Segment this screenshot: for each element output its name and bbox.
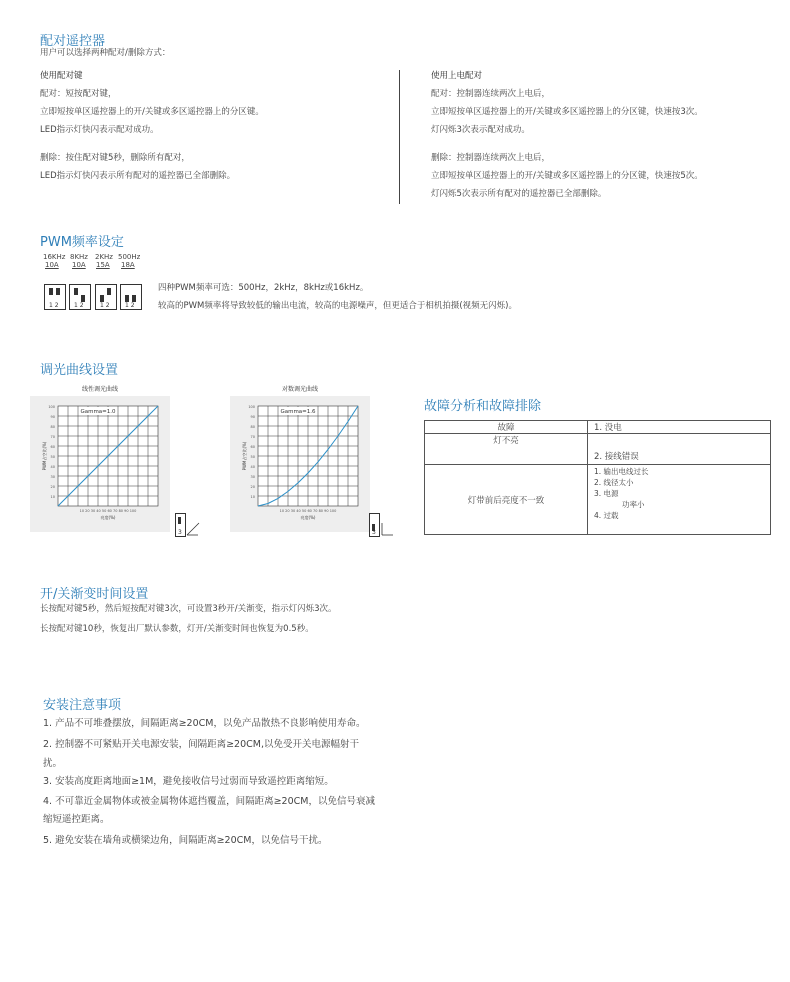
chart-title: 线性调光曲线 (81, 386, 119, 393)
linear-dimming-chart (30, 382, 170, 532)
pwm-desc-1: 四种PWM频率可选：500Hz，2kHz，8kHz或16kHz。 (158, 283, 369, 293)
pwm-desc-2: 较高的PWM频率将导致较低的输出电流，较高的电源噪声，但更适合于相机拍摄(视频无闪烁)。 (158, 301, 518, 311)
fault-header-cell: 故障 (425, 421, 588, 434)
dip-switch-linear: 3 (175, 513, 186, 537)
fade-title: 开/关渐变时间设置 (40, 587, 149, 602)
fault-row-1-item-2: 2. 接线错误 (588, 434, 771, 465)
table-row (425, 434, 771, 465)
fault-title: 故障分析和故障排除 (424, 399, 542, 414)
y-tick-label: 50 (50, 455, 55, 459)
gamma-annotation: Gamma=1.0 (80, 409, 116, 415)
install-line-4: 3. 安装高度距离地面≥1M，避免接收信号过弱而导致遥控距离缩短。 (43, 776, 334, 787)
y-tick-label: 20 (250, 485, 255, 489)
y-tick-label: 10 (50, 495, 55, 499)
pwm-current-2: 10A (72, 261, 86, 269)
pair-key-line-2: 立即短按单区遥控器上的开/关键或多区遥控器上的分区键。 (40, 107, 264, 117)
y-axis-label: PWM占空比(%) (242, 441, 247, 471)
y-tick-label: 20 (50, 485, 55, 489)
x-tick-labels: 10 20 30 40 50 60 70 80 90 100 (279, 509, 337, 513)
pwm-freq-4: 500Hz (118, 253, 141, 261)
power-pair-delete-1: 删除：控制器连续两次上电后， (431, 153, 551, 163)
y-tick-label: 60 (250, 445, 255, 449)
chart-title: 对数调光曲线 (281, 386, 319, 393)
dip-switch-8khz: 1 2 (69, 284, 91, 310)
x-tick-labels: 10 20 30 40 50 60 70 80 90 100 (79, 509, 137, 513)
y-tick-label: 50 (250, 455, 255, 459)
pwm-current-4: 18A (121, 261, 135, 269)
y-tick-label: 90 (50, 415, 55, 419)
power-pair-line-1: 配对：控制器连续两次上电后， (431, 89, 551, 99)
gamma-annotation: Gamma=1.6 (280, 409, 316, 415)
pairing-subtitle: 用户可以选择两种配对/删除方式： (40, 48, 171, 58)
fade-line-2: 长按配对键10秒，恢复出厂默认参数，灯开/关渐变时间也恢复为0.5秒。 (40, 624, 314, 634)
y-tick-label: 30 (50, 475, 55, 479)
power-pair-line-3: 灯闪烁3次表示配对成功。 (431, 125, 530, 135)
pwm-freq-1: 16KHz (43, 253, 66, 261)
pair-key-delete-2: LED指示灯快闪表示所有配对的遥控器已全部删除。 (40, 171, 236, 181)
fault-table (424, 420, 771, 535)
section-divider (399, 70, 400, 204)
y-tick-label: 40 (50, 465, 55, 469)
power-pair-heading: 使用上电配对 (431, 71, 483, 81)
y-tick-label: 10 (250, 495, 255, 499)
install-line-7: 5. 避免安装在墙角或横梁边角，间隔距离≥20CM，以免信号干扰。 (43, 835, 328, 846)
y-tick-label: 100 (48, 405, 55, 409)
fault-table-header (425, 421, 771, 434)
pair-key-heading: 使用配对键 (40, 71, 83, 81)
y-tick-label: 30 (250, 475, 255, 479)
power-pair-delete-3: 灯闪烁5次表示所有配对的遥控器已全部删除。 (431, 189, 607, 199)
y-tick-label: 70 (50, 435, 55, 439)
x-axis-label: 亮度(%) (300, 515, 316, 520)
dip-switch-16khz: 1 2 (44, 284, 66, 310)
y-tick-label: 70 (250, 435, 255, 439)
y-tick-label: 80 (50, 425, 55, 429)
install-line-1: 1. 产品不可堆叠摆放，间隔距离≥20CM，以免产品散热不良影响使用寿命。 (43, 718, 366, 729)
y-tick-label: 40 (250, 465, 255, 469)
pwm-freq-3: 2KHz (95, 253, 113, 261)
corner-arrow-icon (380, 522, 394, 536)
fault-row-2-items: 1. 输出电线过长 2. 线径太小 3. 电源 功率小 4. 过载 (588, 465, 771, 535)
pwm-freq-2: 8KHz (70, 253, 88, 261)
install-line-6: 缩短遥控距离。 (43, 814, 110, 825)
diagonal-arrow-icon (186, 522, 200, 536)
pwm-title: PWM频率设定 (40, 235, 124, 250)
pair-key-line-1: 配对：短按配对键， (40, 89, 117, 99)
install-line-2: 2. 控制器不可紧贴开关电源安装，间隔距离≥20CM,以免受开关电源幅射干 (43, 739, 359, 750)
y-tick-label: 80 (250, 425, 255, 429)
install-line-3: 扰。 (43, 758, 63, 769)
y-tick-label: 100 (248, 405, 255, 409)
pair-key-line-3: LED指示灯快闪表示配对成功。 (40, 125, 159, 135)
pairing-title: 配对遥控器 (40, 34, 106, 49)
dip-switch-2khz: 1 2 (95, 284, 117, 310)
fault-row-2-name: 灯带前后亮度不一致 (425, 465, 588, 535)
log-dimming-chart (230, 382, 370, 532)
fault-row-1-item-1: 1. 没电 (588, 421, 771, 434)
pair-key-delete-1: 删除：按住配对键5秒，删除所有配对， (40, 153, 190, 163)
dip-switch-log: 3 (369, 513, 380, 537)
y-tick-label: 60 (50, 445, 55, 449)
y-tick-label: 90 (250, 415, 255, 419)
fault-row-1-name: 灯不亮 (425, 434, 588, 465)
install-title: 安装注意事项 (43, 698, 122, 713)
fade-line-1: 长按配对键5秒，然后短按配对键3次，可设置3秒开/关渐变，指示灯闪烁3次。 (40, 604, 337, 614)
x-axis-label: 亮度(%) (100, 515, 116, 520)
y-axis-label: PWM占空比(%) (42, 441, 47, 471)
install-line-5: 4. 不可靠近金属物体或被金属物体遮挡覆盖，间隔距离≥20CM，以免信号衰减 (43, 796, 375, 807)
dimming-title: 调光曲线设置 (40, 363, 119, 378)
pwm-current-3: 15A (96, 261, 110, 269)
dip-switch-500hz: 1 2 (120, 284, 142, 310)
pwm-current-1: 10A (45, 261, 59, 269)
table-row (425, 465, 771, 535)
power-pair-delete-2: 立即短按单区遥控器上的开/关键或多区遥控器上的分区键，快速按5次。 (431, 171, 703, 181)
power-pair-line-2: 立即短按单区遥控器上的开/关键或多区遥控器上的分区键，快速按3次。 (431, 107, 703, 117)
